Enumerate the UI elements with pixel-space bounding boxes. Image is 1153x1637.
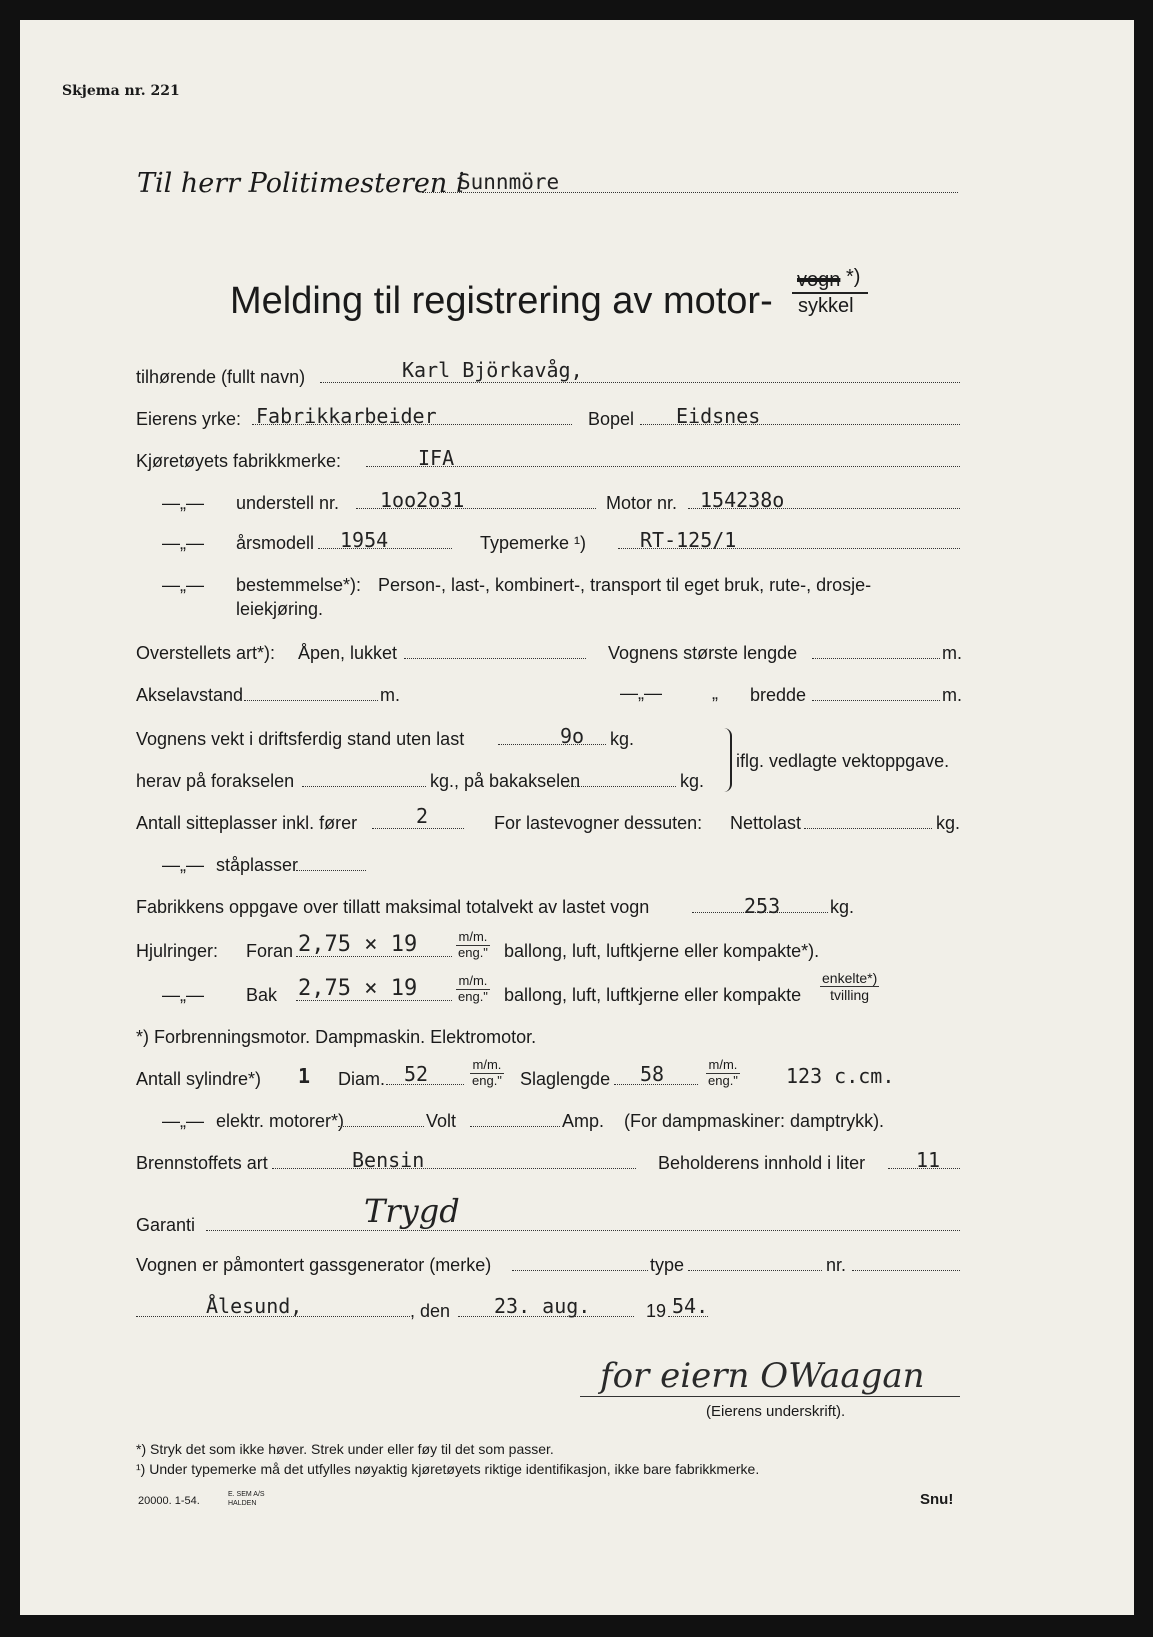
- residence-value: Eidsnes: [676, 404, 761, 428]
- make-label: Kjøretøyets fabrikkmerke:: [136, 451, 342, 471]
- chassis-value: 1oo2o31: [380, 488, 465, 512]
- seats-label: Antall sitteplasser inkl. fører: [136, 813, 358, 833]
- year-prefix: 19: [646, 1301, 667, 1321]
- ditto-standing: —„—: [162, 855, 204, 875]
- cargo-label: For lastevogner dessuten:: [494, 813, 703, 833]
- title-struck-word: vogn: [797, 269, 841, 291]
- gasgen-label: Vognen er påmontert gassgenerator (merke): [136, 1255, 492, 1275]
- tire-types: ballong, luft, luftkjerne eller kompakte*).: [504, 941, 820, 961]
- max-weight-value: 253: [744, 894, 781, 918]
- gasgen-nr-line: [852, 1270, 960, 1271]
- body-label: Overstellets art*):: [136, 643, 276, 663]
- gasgen-line: [512, 1270, 648, 1271]
- year-value: 1954: [340, 528, 389, 552]
- motor-value: 154238o: [700, 488, 785, 512]
- elec-label: elektr. motorer*): [216, 1111, 345, 1131]
- max-weight-label: Fabrikkens oppgave over tillatt maksimal totalvekt av lastet vogn: [136, 897, 650, 917]
- net-unit: kg.: [936, 813, 961, 833]
- ditto-tires-rear: —„—: [162, 985, 204, 1005]
- date-label: , den: [410, 1301, 451, 1321]
- weight-line: [498, 744, 606, 745]
- weight-unit: kg.: [610, 729, 635, 749]
- weight-label: Vognens vekt i driftsferdig stand uten last: [136, 729, 465, 749]
- width-label: bredde: [750, 685, 807, 705]
- tires-front-label: Foran: [246, 941, 294, 961]
- fuel-line: [272, 1168, 636, 1169]
- length-label: Vognens største lengde: [608, 643, 798, 663]
- occupation-value: Fabrikkarbeider: [256, 404, 437, 428]
- length-line: [812, 658, 940, 659]
- front-axle-line: [302, 786, 426, 787]
- diam-value: 52: [404, 1062, 429, 1086]
- ditto-width: —„—: [620, 683, 662, 703]
- place-value: Ålesund,: [206, 1294, 303, 1318]
- purpose-options: Person-, last-, kombinert-, transport til eget bruk, rute-, drosje-: [378, 575, 872, 595]
- diam-unit: m/m. eng.": [472, 1057, 502, 1088]
- type-value: RT-125/1: [640, 528, 737, 552]
- purpose-options-cont: leiekjøring.: [236, 599, 324, 619]
- body-line: [404, 658, 586, 659]
- form-sheet: [20, 20, 1134, 1615]
- make-line: [366, 466, 960, 467]
- owner-label: tilhørende (fullt navn): [136, 367, 306, 387]
- ditto-purpose: —„—: [162, 575, 204, 595]
- stroke-value: 58: [640, 1062, 665, 1086]
- warranty-label: Garanti: [136, 1215, 196, 1235]
- purpose-label: bestemmelse*):: [236, 575, 362, 595]
- year-suffix: 54.: [672, 1294, 709, 1318]
- stroke-label: Slaglengde: [520, 1069, 611, 1089]
- standing-label: ståplasser: [216, 855, 299, 875]
- footnote-2: ¹) Under typemerke må det utfylles nøyaktig kjøretøyets riktige identifikasjon, ikke bare fabrikkmerke.: [136, 1461, 760, 1477]
- standing-line: [296, 870, 366, 871]
- gasgen-type-line: [688, 1270, 822, 1271]
- tank-label: Beholderens innhold i liter: [658, 1153, 866, 1173]
- ditto-elec: —„—: [162, 1111, 204, 1131]
- owner-signature: for eiern OWaagan: [600, 1356, 925, 1396]
- diam-label: Diam.: [338, 1069, 386, 1089]
- ditto-chassis: —„—: [162, 493, 204, 513]
- volt-line: [470, 1126, 560, 1127]
- seats-line: [372, 828, 464, 829]
- motor-label: Motor nr.: [606, 493, 678, 513]
- title-fraction-bar: [792, 292, 868, 294]
- weight-brace: [720, 728, 732, 792]
- occupation-label: Eierens yrke:: [136, 409, 242, 429]
- gasgen-type-label: type: [650, 1255, 685, 1275]
- form-title: Melding til registrering av motor-: [230, 280, 773, 322]
- rear-axle-unit: kg.: [680, 771, 705, 791]
- owner-line: [320, 382, 960, 383]
- cyl-label: Antall sylindre*): [136, 1069, 262, 1089]
- net-label: Nettolast: [730, 813, 802, 833]
- body-options: Åpen, lukket: [298, 643, 398, 663]
- warranty-line: [206, 1230, 960, 1231]
- tires-rear-value: 2,75 × 19: [298, 976, 418, 1001]
- net-line: [804, 828, 932, 829]
- axle-line: [244, 700, 378, 701]
- single-twin: enkelte*) tvilling: [822, 970, 878, 1004]
- width-line: [812, 700, 940, 701]
- cyl-value: 1: [298, 1064, 311, 1088]
- ditto-year: —„—: [162, 533, 204, 553]
- rear-axle-line: [566, 786, 676, 787]
- engine-types: *) Forbrenningsmotor. Dampmaskin. Elektromotor.: [136, 1027, 537, 1047]
- addressee-label: Til herr Politimesteren i: [137, 168, 465, 199]
- amp-label: Amp.: [562, 1111, 605, 1131]
- printer-city: HALDEN: [228, 1500, 257, 1507]
- length-unit: m.: [942, 643, 962, 663]
- residence-label: Bopel: [588, 409, 635, 429]
- owner-value: Karl Björkavåg,: [402, 358, 583, 382]
- make-value: IFA: [418, 446, 455, 470]
- gasgen-nr-label: nr.: [826, 1255, 847, 1275]
- year-label: årsmodell: [236, 533, 315, 553]
- elec-line: [338, 1126, 424, 1127]
- width-ditto-mark: „: [712, 683, 718, 703]
- tires-rear-unit: m/m. eng.": [458, 973, 488, 1004]
- title-sub-word: sykkel: [798, 295, 854, 317]
- fuel-label: Brennstoffets art: [136, 1153, 268, 1173]
- weight-note: iflg. vedlagte vektoppgave.: [736, 751, 950, 771]
- printer-name: E. SEM A/S: [228, 1491, 265, 1498]
- steam-label: (For dampmaskiner: damptrykk).: [624, 1111, 885, 1131]
- fuel-value: Bensin: [352, 1148, 425, 1172]
- tires-front-unit: m/m. eng.": [458, 929, 488, 960]
- addressee-value: Sunnmöre: [458, 170, 560, 194]
- width-unit: m.: [942, 685, 962, 705]
- tires-rear-label: Bak: [246, 985, 278, 1005]
- tire-types-rear: ballong, luft, luftkjerne eller kompakte: [504, 985, 802, 1005]
- turn-over: Snu!: [920, 1491, 954, 1508]
- rear-axle-label: kg., på bakakselen: [430, 771, 581, 791]
- warranty-value: Trygd: [364, 1192, 460, 1230]
- footnote-1: *) Stryk det som ikke høver. Strek under eller føy til det som passer.: [136, 1441, 554, 1457]
- type-label: Typemerke ¹): [480, 533, 587, 553]
- axle-label: Akselavstand: [136, 685, 244, 705]
- weight-value: 9o: [560, 724, 585, 748]
- tires-label: Hjulringer:: [136, 941, 219, 961]
- max-weight-unit: kg.: [830, 897, 855, 917]
- title-star: *): [846, 266, 861, 288]
- front-axle-label: herav på forakselen: [136, 771, 295, 791]
- print-code: 20000. 1-54.: [138, 1495, 200, 1507]
- seats-value: 2: [416, 804, 429, 828]
- chassis-label: understell nr.: [236, 493, 340, 513]
- signature-caption: (Eierens underskrift).: [706, 1403, 846, 1420]
- tank-value: 11: [916, 1148, 941, 1172]
- axle-unit: m.: [380, 685, 400, 705]
- stroke-unit: m/m. eng.": [708, 1057, 738, 1088]
- schema-number: Skjema nr. 221: [62, 83, 180, 99]
- date-value: 23. aug.: [494, 1294, 591, 1318]
- volt-label: Volt: [426, 1111, 457, 1131]
- signature-line: [580, 1396, 960, 1397]
- ccm-value: 123 c.cm.: [786, 1064, 895, 1088]
- tires-front-value: 2,75 × 19: [298, 932, 418, 957]
